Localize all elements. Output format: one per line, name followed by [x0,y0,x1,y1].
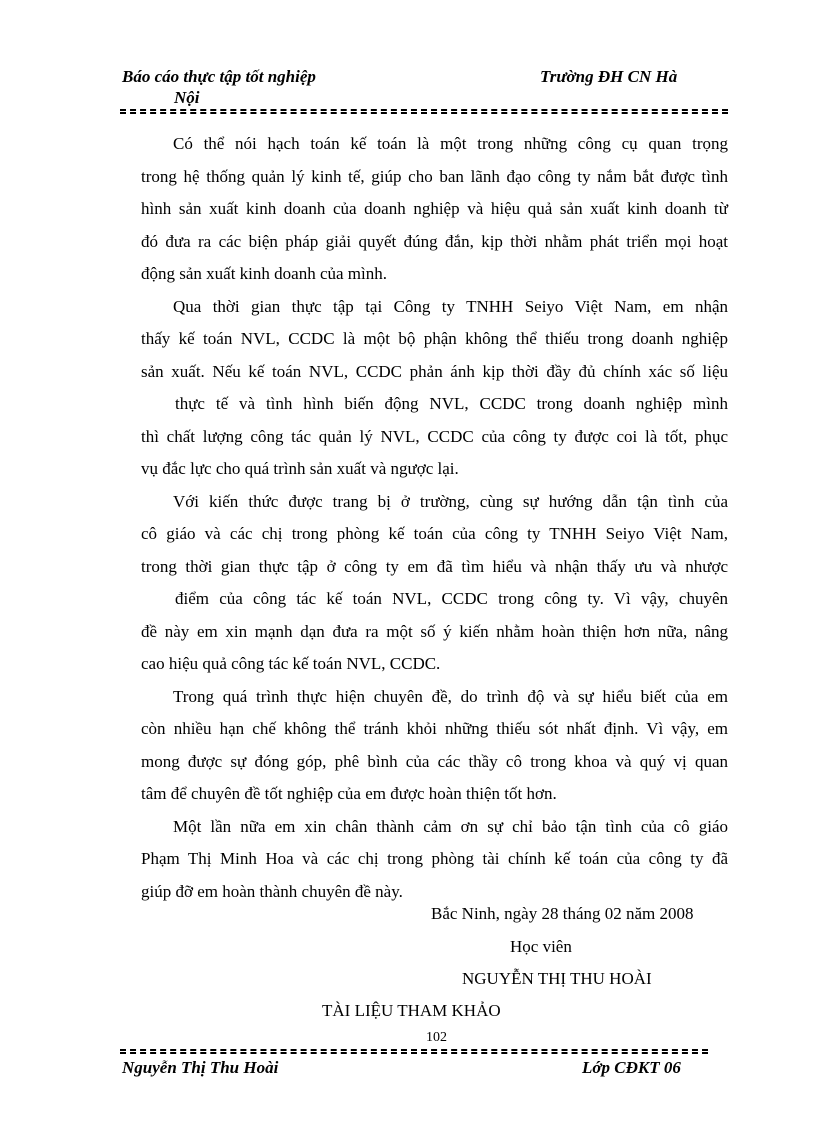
paragraph-2 [141,291,728,486]
text-line: đó đưa ra các biện pháp giải quyết đúng đắn, kịp thời nhằm phát triển mọi hoạt [141,231,728,251]
text-line: trong thời gian thực tập ở công ty em đã tìm hiểu và nhận thấy ưu và nhược [141,556,728,576]
text-line: còn nhiều hạn chế không thể tránh khỏi những thiếu sót nhất định. Vì vậy, em [141,719,728,738]
text-line: vụ đắc lực cho quá trình sản xuất và ngược lại. [141,459,459,478]
signature-role: Học viên [510,937,572,956]
text-line: cô giáo và các chị trong phòng kế toán của công ty TNHH Seiyo Việt Nam, [141,524,728,543]
paragraph-4 [141,681,728,811]
header-divider [120,109,728,114]
text-line: sản xuất. Nếu kế toán NVL, CCDC phản ánh kịp thời đầy đủ chính xác số liệu [141,361,728,381]
text-line: Trong quá trình thực hiện chuyên đề, do trình độ và sự hiểu biết của em [173,686,728,706]
text-line: Phạm Thị Minh Hoa và các chị trong phòng tài chính kế toán của công ty đã [141,849,728,868]
text-line: động sản xuất kinh doanh của mình. [141,264,387,283]
document-body [141,128,728,908]
text-line: mong được sự đóng góp, phê bình của các thầy cô trong khoa và quý vị quan [141,751,728,771]
text-line: hình sản xuất kinh doanh của doanh nghiệp và hiệu quả sản xuất kinh doanh từ [141,199,728,218]
signature-name: NGUYỄN THỊ THU HOÀI [462,969,652,988]
text-line: trong hệ thống quản lý kinh tế, giúp cho ban lãnh đạo công ty nắm bắt được tình [141,166,728,186]
text-line: Một lần nữa em xin chân thành cảm ơn sự chỉ bảo tận tình của cô giáo [173,816,728,836]
text-line: thì chất lượng công tác quản lý NVL, CCDC của công ty được coi là tốt, phục [141,426,728,446]
text-line: thấy kế toán NVL, CCDC là một bộ phận không thể thiếu trong doanh nghiệp [141,329,728,348]
paragraph-1 [141,128,728,291]
footer-author: Nguyễn Thị Thu Hoài [122,1058,279,1077]
text-line: điểm của công tác kế toán NVL, CCDC trong công ty. Vì vậy, chuyên [175,589,728,608]
text-line: đề này em xin mạnh dạn đưa ra một số ý kiến nhằm hoàn thiện hơn nữa, nâng [141,621,728,641]
paragraph-3 [141,486,728,681]
text-line: thực tế và tình hình biến động NVL, CCDC trong doanh nghiệp mình [175,394,728,413]
text-line: giúp đỡ em hoàn thành chuyên đề này. [141,881,403,901]
header-report-title-line2: Nội [174,88,200,107]
text-line: Có thể nói hạch toán kế toán là một trong những công cụ quan trọng [173,134,728,153]
references-heading: TÀI LIỆU THAM KHẢO [322,1001,501,1020]
header-report-title [122,66,316,108]
footer-divider [120,1049,708,1054]
paragraph-5 [141,811,728,909]
signature-date: Bắc Ninh, ngày 28 tháng 02 năm 2008 [431,904,694,923]
text-line: cao hiệu quả công tác kế toán NVL, CCDC. [141,654,441,673]
text-line: Qua thời gian thực tập tại Công ty TNHH Seiyo Việt Nam, em nhận [173,296,728,316]
header-school-name: Trường ĐH CN Hà [540,67,678,86]
text-line: Với kiến thức được trang bị ở trường, cùng sự hướng dẫn tận tình của [173,491,728,511]
page-number: 102 [426,1030,447,1045]
text-line: tâm để chuyên đề tốt nghiệp của em được hoàn thiện tốt hơn. [141,784,557,803]
footer-class: Lớp CĐKT 06 [582,1058,681,1077]
header-report-title-line1: Báo cáo thực tập tốt nghiệp [122,67,316,86]
